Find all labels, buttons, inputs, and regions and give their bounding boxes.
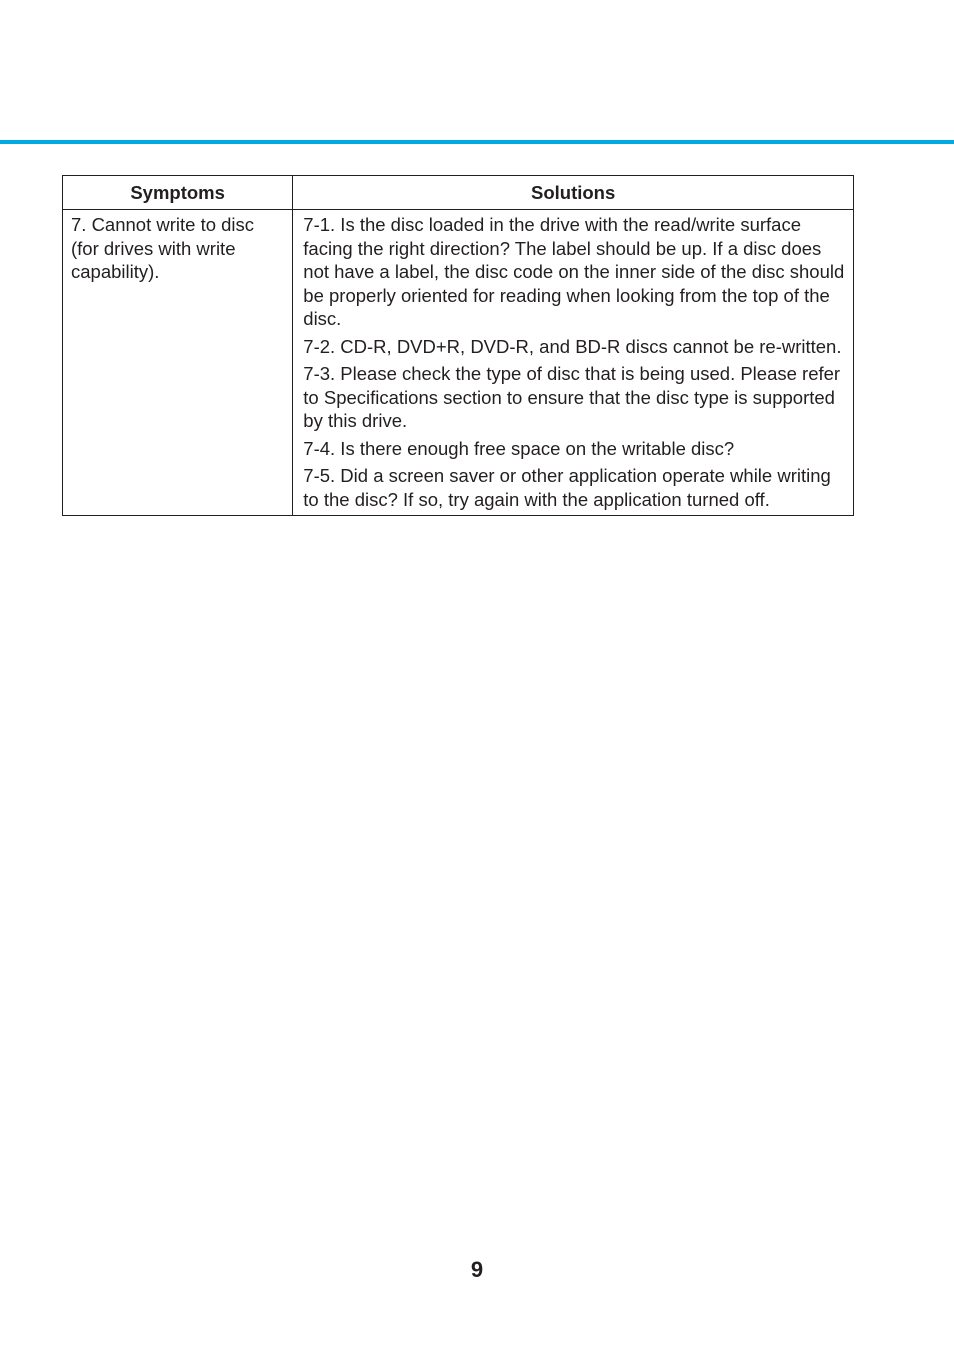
solution-cell <box>293 210 854 516</box>
symptom-cell: 7. Cannot write to disc (for drives with write capability). <box>63 210 293 516</box>
solution-item: 7-1. Is the disc loaded in the drive with the read/write surface facing the right direction? The label should be up. If a disc does not have a label, the disc code on the inner side of the disc should be properly oriented for reading when looking from the top of the disc. <box>303 214 845 329</box>
solutions-header: Solutions <box>293 176 854 210</box>
table-row <box>63 210 854 516</box>
page-number: 9 <box>470 1257 484 1282</box>
troubleshooting-table <box>62 175 854 516</box>
solution-item: 7-3. Please check the type of disc that is being used. Please refer to Specifications section to ensure that the disc type is supported by this drive. <box>303 363 841 431</box>
symptoms-header: Symptoms <box>63 176 293 210</box>
solution-item: 7-5. Did a screen saver or other application operate while writing to the disc? If so, try again with the application turned off. <box>303 465 831 510</box>
solution-item: 7-4. Is there enough free space on the writable disc? <box>303 437 735 459</box>
solution-item: 7-2. CD-R, DVD+R, DVD-R, and BD-R discs cannot be re-written. <box>303 335 842 357</box>
header-rule <box>0 140 954 144</box>
table-header-row <box>63 176 854 210</box>
